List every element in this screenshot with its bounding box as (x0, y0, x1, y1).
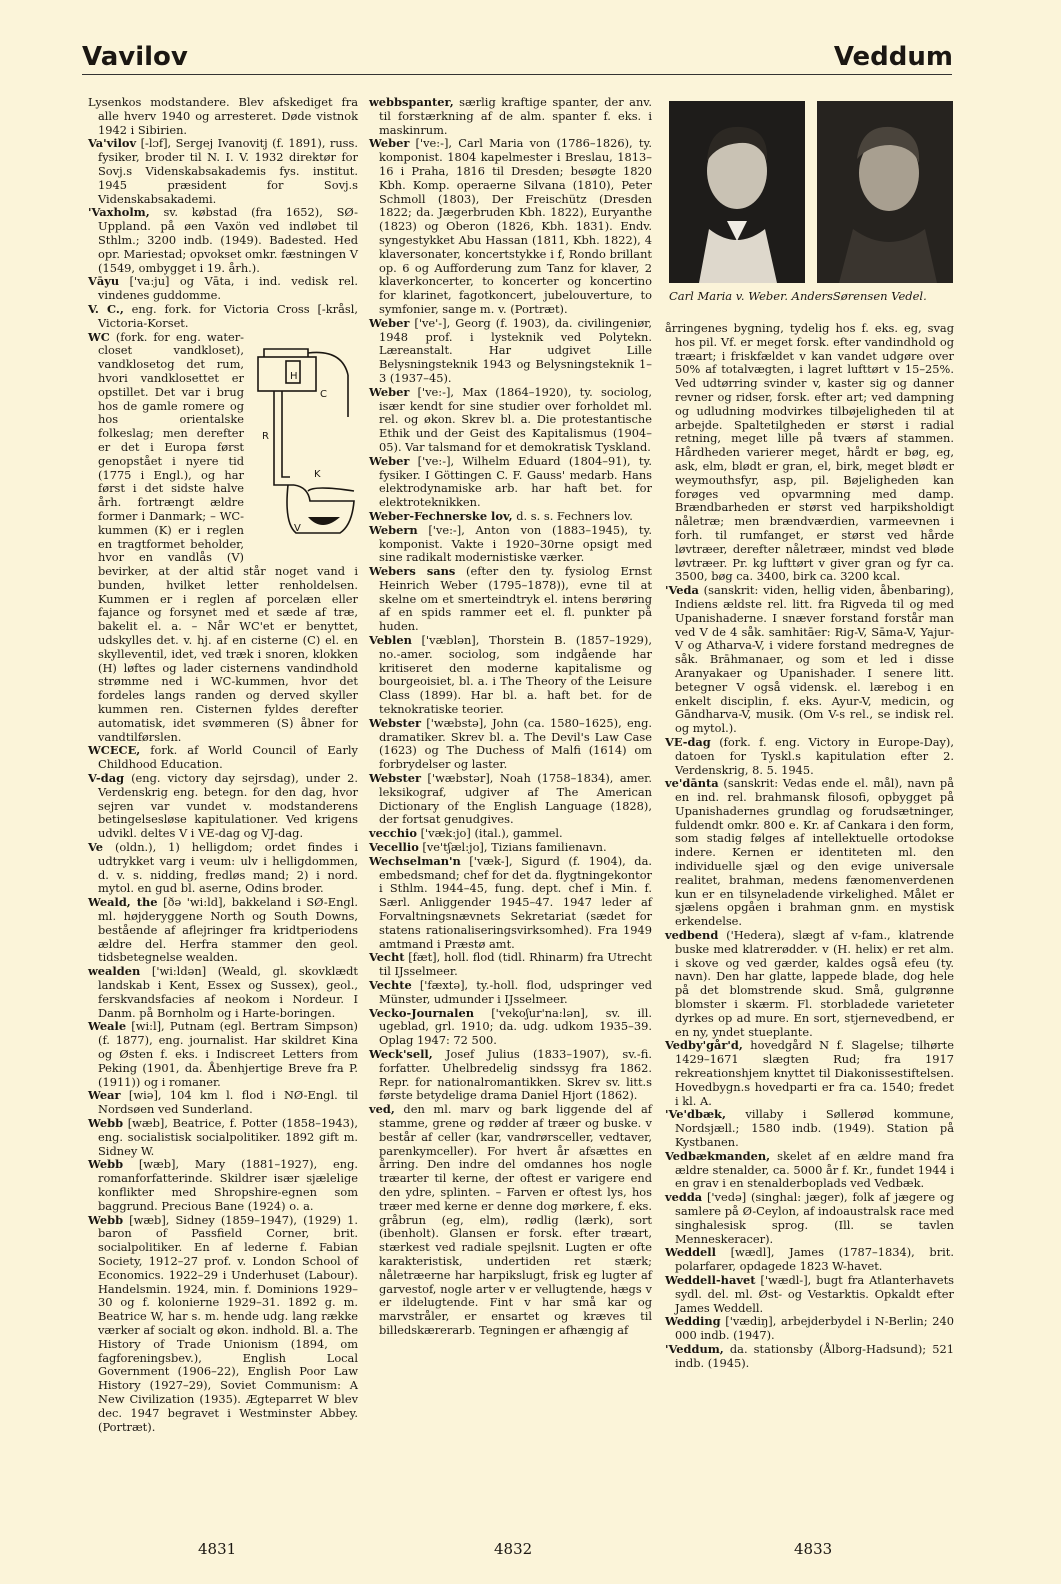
entry: Webers sans (efter den ty. fysiolog Ernst Heinrich Weber (1795–1878)), evne til at skelne om et smerteindtryk el. intens berøring af en spids rammer eet el. fl. punkter på huden. (369, 564, 652, 634)
entry: Webster ['wæbstər], Noah (1758–1834), amer. leksikograf, udgiver af The American Dictionary of the English Language (1828), der fortsat genudgives. (369, 771, 652, 827)
entry: Weber ['ve:-], Max (1864–1920), ty. sociolog, især kendt for sine studier over forholdet ml. rel. og økon. Skrev bl. a. Die protestantische Ethik und der Geist des Kapitalismus (1904–05). Var talsmand for et demokratisk Tyskland. (369, 384, 652, 454)
entry: Weck'sell, Josef Julius (1833–1907), sv.-fi. forfatter. Uhelbredelig sindssyg fra 1862. Repr. for nationalromantikken. Skrev sv. litt.s første betydelige drama Daniel Hjort (1862). (369, 1046, 652, 1103)
entry: 'Veddum, da. stationsby (Ålborg-Hadsund); 521 indb. (1945). (665, 1341, 954, 1370)
entry: Webster ['wæbstə], John (ca. 1580–1625), eng. dramatiker. Skrev bl. a. The Devil's Law Case (1623) og The Duchess of Malfi (1614) om forbrydelser og laster. (369, 715, 652, 772)
entry: Vecko-Journalen ['vekoʃur'na:lən], sv. ill. ugeblad, grl. 1910; da. udg. udkom 1935–39. Oplag 1947: 72 500. (369, 1005, 652, 1048)
entry: V-dag (eng. victory day sejrsdag), under 2. Verdenskrig eng. betegn. for den dag, hvor sejren var vundet v. modstanderens betingelsesløse kapitulationer. Ved krigens udvikl. deltes V i VE-dag og VJ-dag. (88, 771, 358, 841)
header-rule (82, 74, 952, 75)
entry: Weddell [wædl], James (1787–1834), brit. polarfarer, opdagede 1823 W-havet. (665, 1245, 954, 1274)
entry: Weber-Fechnerske lov, d. s. s. Fechners lov. (369, 508, 633, 523)
column-3 (665, 322, 954, 1371)
entry: Weber ['ve:-], Wilhelm Eduard (1804–91), ty. fysiker. I Göttingen C. F. Gauss' medarb. Hans elektrodynamiske arb. har haft bet. for elektroteknikken. (369, 453, 652, 510)
wc-diagram-illustration (250, 335, 358, 550)
entry: Va'vilov [-lɔf], Sergej Ivanovitj (f. 1891), russ. fysiker, broder til N. I. V. 1932 direktør for Sovj.s Videnskabsakademis fys. institut. 1945 præsident for Sovj.s Videnskabsakademi. (88, 136, 358, 206)
entry: Weddell-havet ['wædl-], bugt fra Atlanterhavets sydl. del. ml. Øst- og Vestarktis. Opkaldt efter James Weddell. (665, 1272, 954, 1315)
entry: Weald, the [ðə 'wi:ld], bakkeland i SØ-Engl. ml. højderyggene North og South Downs, bestående af aflejringer fra kridtperiodens ældre del. Herfra stammer den geol. tidsbetegnelse wealden. (88, 895, 358, 965)
entry: ve'dānta (sanskrit: Vedas ende el. mål), navn på en ind. rel. brahmansk filosofi, opbygget på Upanishadernes grundlag og forudsætninger, fuldendt omkr. 800 e. Kr. af Cankara i den form, som stadig følges af intellektuelle ortodokse indere. Kernen er identiteten ml. den individuelle sjæl og den evige universale realitet, brahman, medens fænomenverdenen kun er en tilsyneladende virkelighed. Målet er sjælens opgåen i brahman gnm. en mystisk erkendelse. (665, 776, 954, 929)
entry: Vedby'går'd, hovedgård N f. Slagelse; tilhørte 1429–1671 slægten Rud; fra 1917 rekreationshjem knyttet til Diakonissestiftelsen. Hovedbygn.s hovedparti er fra ca. 1540; fredet i kl. A. (665, 1038, 954, 1108)
figure-label-v: V (294, 522, 301, 534)
entry: 'Veda (sanskrit: viden, hellig viden, åbenbaring), Indiens ældste rel. litt. fra Rigveda til og med Upanishaderne. I snæver forstand forstår man ved V de 4 såk. samhitāer: Rig-V, Sāma-V, Yajur-V og Atharva-V, i videre forstand medregnes de såk. Brāhmanaer, og som et led i disse Aranyakaer og Upanishader. I senere litt. betegner V også vidensk. el. lærebog i en enkelt disciplin, f. eks. Ayur-V, medicin, og Gāndharva-V, musik. (Om V-s rel., se indisk rel. og mytol.). (665, 583, 954, 736)
entry: ved, den ml. marv og bark liggende del af stamme, grene og rødder af træer og buske. v består af celler (kar, vandrørsceller, vedtaver, parenkymceller). For hvert år afsættes en årring. Den indre del omdannes hos nogle træarter til kerne, der oftest er varigere end den ydre, splinten. – Farven er oftest lys, hos træer med kerne er denne dog mørkere, f. eks. gråbrun (eg, elm), rødlig (lærk), sort (ibenholt). Glansen er forsk. efter træart, stærkest ved radiale spejlsnit. Lugten er ofte karakteristisk, undertiden ret stærk; nåletræerne har harpikslugt, frisk eg lugter af garvestof, nogle arter v er vellugtende, hægs v er ildelugtende. Fint v har små kar og marvstråler, er ensartet og kræves til billedskærerarb. Tegningen er afhængig af (369, 1102, 652, 1337)
entry: Webern ['ve:-], Anton von (1883–1945), ty. komponist. Vakte i 1920–30rne opsigt med sine radikalt modernistiske værker. (369, 522, 652, 565)
entry: Vedbækmanden, skelet af en ældre mand fra ældre stenalder, ca. 5000 år f. Kr., fundet 1944 i en grav i en stenalderboplads ved Vedbæk. (665, 1148, 954, 1191)
entry: wealden ['wi:ldən] (Weald, gl. skovklædt landskab i Kent, Essex og Sussex), geol., ferskvandsfacies af neokom i Nordeur. I Danm. på Bornholm og i Harte-boringen. (88, 964, 358, 1020)
column-2 (369, 96, 652, 1338)
entry: Weber ['ve:-], Carl Maria von (1786–1826), ty. komponist. 1804 kapelmester i Breslau, 1813–16 i Praha, 1816 til Dresden; besøgte 1820 Kbh. Komp. operaerne Silvana (1810), Peter Schmoll (1803), Der Freischütz (Dresden 1822; da. Jægerbruden Kbh. 1822), Euryanthe (1823) og Oberon (1826, Kbh. 1831). Endv. syngestykket Abu Hassan (1811, Kbh. 1822), 4 klaversonater, koncertstykke i f, Rondo brillant op. 6 og Aufforderung zum Tanz for klaver, 2 klaverkoncerter, to koncerter og koncertino for klarinet, fagotkoncert, jubelouverture, to symfonier, sange m. v. (Portræt). (369, 136, 652, 316)
entry: Webb [wæb], Sidney (1859–1947), (1929) 1. baron of Passfield Corner, brit. socialpolitiker. En af lederne f. Fabian Society, 1912–27 prof. v. London School of Economics. 1922–29 i Underhuset (Labour). Handelsmin. 1924, min. f. Dominions 1929–30 og f. kolonierne 1929–31. 1892 g. m. Beatrice W, har s. m. hende udg. lang række værker af socialt og økon. indhold. Bl. a. The History of Trade Unionism (1894, om fagforeningsbev.), English Local Government (1906–22), English Poor Law History (1927–29), Soviet Communism: A New Civilization (1935). Ægteparret W blev dec. 1947 begravet i Westminster Abbey. (Portræt). (88, 1212, 358, 1434)
entry: Vāyu ['va:ju] og Vāta, i ind. vedisk rel. vindenes guddomme. (88, 274, 358, 303)
entry: Lysenkos modstandere. Blev afskediget fra alle hverv 1940 og arresteret. Døde vistnok 1942 i Sibirien. (88, 95, 358, 137)
entry: vedbend ('Hedera), slægt af v-fam., klatrende buske med klatrerødder. v (H. helix) er ret alm. i skove og ved gærder, kaldes også efeu (ty. navn). Den har glatte, lappede blade, dog hele på det blomstrende skud. Små, gulgrønne blomster i skærm. Fl. storbladede varieteter dyrkes op ad mure. En sort, stjernevedbend, er en ny, yndet stueplante. (665, 928, 954, 1039)
portrait-vedel-image (817, 101, 953, 283)
entry: V. C., eng. fork. for Victoria Cross [-kråsl, Victoria-Korset. (88, 301, 358, 330)
entry: 'Vaxholm, sv. købstad (fra 1652), SØ-Uppland. på øen Vaxön ved indløbet til Sthlm.; 3200 indb. (1949). Badested. Hed opr. Mariestad; opvokset omkr. fæstningen V (1549, ombygget i 19. årh.). (88, 205, 358, 275)
folio-left: 4831 (198, 1540, 237, 1558)
entry: årringenes bygning, tydelig hos f. eks. eg, svag hos pil. Vf. er meget forsk. efter vandindhold og træart; i friskfældet v kan vandet udgøre over 50% af totalvægten, i lagret lufttørt v 15–25%. Ved udtørring svinder v, kaster sig og danner revner og ridser, forsk. efter art; ved dampning og udludning modvirkes tilbøjeligheden til at arbejde. Spaltetilgheden er størst i radial retning, meget lille på tværs af stammen. Hårdheden varierer meget, hårdt er bøg, eg, ask, elm, blødt er gran, el, birk, meget blødt er weymouthsfyr, asp, pil. Bøjeligheden kan forøges ved opvarmning med damp. Brændbarheden er størst ved harpiksholdigt nåletræ; men brændværdien, varmeevnen i forh. til rumfanget, er størst ved hårde løvtræer, derefter nåletræer, mindst ved bløde løvtræer. Pr. kg lufttørt v giver gran og fyr ca. 3500, bøg ca. 3400, birk ca. 3200 kcal. (665, 321, 954, 584)
entry: VE-dag (fork. f. eng. Victory in Europe-Day), datoen for Tyskl.s kapitulation efter 2. Verdenskrig, 8. 5. 1945. (665, 734, 954, 777)
entry: Weale [wi:l], Putnam (egl. Bertram Simpson) (f. 1877), eng. journalist. Har skildret Kina og Østen f. eks. i Indiscreet Letters from Peking (1901, da. Åbenhjertige Breve fra P. (1911)) og i romaner. (88, 1019, 358, 1089)
entry: vecchio ['væk:jo] (ital.), gammel. (369, 826, 563, 841)
portrait-caption: Carl Maria v. Weber. AndersSørensen Vedel. (669, 289, 927, 303)
portraits (669, 101, 954, 286)
entry: Weber ['ve'-], Georg (f. 1903), da. civilingeniør, 1948 prof. i lysteknik ved Polytekn. Læreanstalt. Har udgivet Lille Belysningsteknik 1943 og Belysningsteknik 1–3 (1937–45). (369, 315, 652, 385)
entry: WCECE, fork. af World Council of Early Childhood Education. (88, 743, 358, 772)
folio-right: 4833 (794, 1540, 833, 1558)
figure-label-r: R (262, 430, 269, 442)
entry: Webb [wæb], Beatrice, f. Potter (1858–1943), eng. socialistisk socialpolitiker. 1892 gift m. Sidney W. (88, 1115, 358, 1158)
portrait-weber-image (669, 101, 805, 283)
entry: webbspanter, særlig kraftige spanter, der anv. til forstærkning af de alm. spanter f. eks. i maskinrum. (369, 95, 652, 137)
entry: Wechselman'n ['væk-], Sigurd (f. 1904), da. embedsmand; chef for det da. flygtningekontor i Sthlm. 1944–45, fung. dept. chef i Min. f. Særl. Anliggender 1945–47. 1947 leder af Forvaltningsnævnets Sekretariat (sædet for statens rationaliseringsvirksomhed). Fra 1949 amtmand i Præstø amt. (369, 853, 652, 951)
figure-label-k: K (314, 468, 321, 480)
entry: Vecht [fæt], holl. flod (tidl. Rhinarm) fra Utrecht til IJsselmeer. (369, 950, 652, 979)
running-head-right: Veddum (833, 42, 953, 72)
folio-middle: 4832 (494, 1540, 533, 1558)
entry: Wedding ['vædiŋ], arbejderbydel i N-Berlin; 240 000 indb. (1947). (665, 1314, 954, 1343)
entry-wc: H C R K V WC (fork. for eng. water-closet vandkloset), vandklosetog det rum, hvori vandklosettet er opstillet. Det var i brug hos de gamle romere og hos orientalske folkeslag; men derefter er det i Europa først genopstået i nyere tid (1775 i Engl.), og har først i det sidste halve årh. fortrængt ældre former i Danmark; – WC-kummen (K) er i reglen en tragtformet beholder, hvor en vandlås (V) bevirker, at der altid står noget vand i bunden, hvilket letter renholdelsen. Kummen er i reglen af porcelæn eller fajance og forsynet med et sæde af træ, bakelit el. a. – Når WC'et er benyttet, udskylles det. v. hj. af en cisterne (C) el. en skylleventil, idet, ved træk i snoren, klokken (H) løftes og lader cisternens vandindhold strømme ned i WC-kummen, hvor det fordeles langs randen og derved skyller kummen ren. Cisternen fyldes derefter automatisk, idet svømmeren (S) åbner for vandtilførslen. (88, 329, 358, 744)
figure-label-h: H (290, 370, 298, 382)
entry: Ve (oldn.), 1) helligdom; ordet findes i udtrykket varg i veum: ulv i helligdommen, d. v. s. nidding, fredløs mand; 2) i nord. mytol. en gud bl. aserne, Odins broder. (88, 840, 358, 896)
column-1 (88, 96, 358, 1434)
entry: Veblen ['væblən], Thorstein B. (1857–1929), no.-amer. sociolog, som indgående har kritiseret den moderne kapitalisme og bourgeoisiet, bl. a. i The Theory of the Leisure Class (1899). Har bl. a. haft bet. for de teknokratiske teorier. (369, 633, 652, 717)
entry: Vecellio [ve'tʃæl:jo], Tizians familienavn. (369, 840, 607, 855)
entry: 'Ve'dbæk, villaby i Søllerød kommune, Nordsjæll.; 1580 indb. (1949). Station på Kystbanen. (665, 1107, 954, 1150)
entry: Vechte ['fæxtə], ty.-holl. flod, udspringer ved Münster, udmunder i IJsselmeer. (369, 978, 652, 1006)
figure-label-c: C (320, 388, 327, 400)
entry: vedda ['vedə] (singhal: jæger), folk af jægere og samlere på Ø-Ceylon, af indoaustralsk race med singhalesisk sprog. (Ill. se tavlen Menneskeracer). (665, 1190, 954, 1246)
running-head-left: Vavilov (82, 42, 188, 72)
entry: Wear [wiə], 104 km l. flod i NØ-Engl. til Nordsøen ved Sunderland. (88, 1088, 358, 1117)
entry: Webb [wæb], Mary (1881–1927), eng. romanforfatterinde. Skildrer især sjælelige konflikter med Shropshire-egnen som baggrund. Precious Bane (1924) o. a. (88, 1157, 358, 1213)
